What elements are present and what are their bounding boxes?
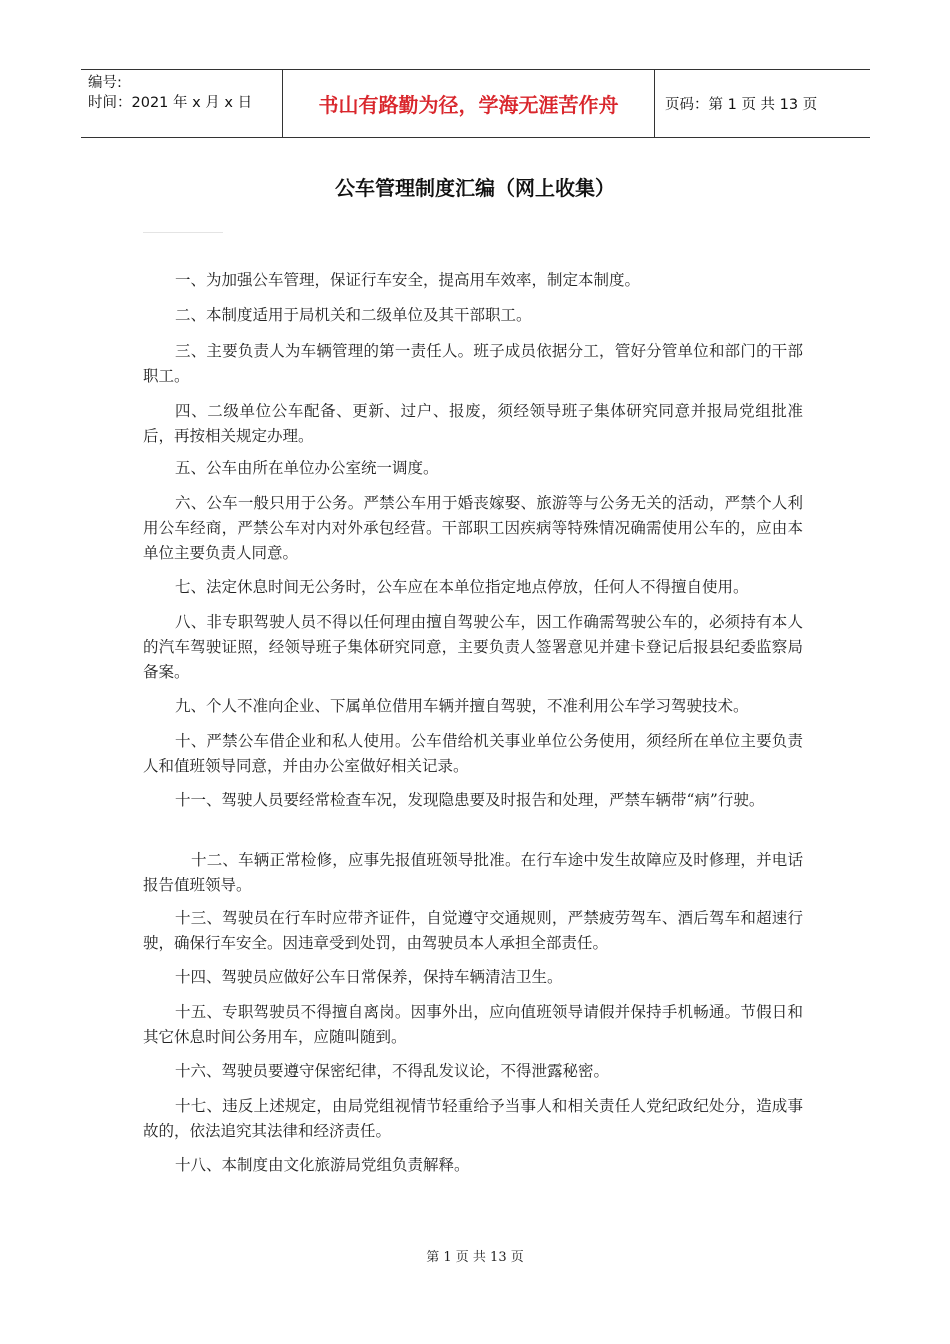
document-header (81, 69, 870, 138)
divider (143, 232, 223, 233)
paragraph-5: 五、公车由所在单位办公室统一调度。 (175, 459, 439, 477)
paragraph-2: 二、本制度适用于局机关和二级单位及其干部职工。 (175, 306, 532, 324)
paragraph-12: 十二、车辆正常检修，应事先报值班领导批准。在行车途中发生故障应及时修理，并电话报告值班领导。 (143, 851, 803, 894)
paragraph-3: 三、主要负责人为车辆管理的第一责任人。班子成员依据分工，管好分管单位和部门的干部职工。 (143, 342, 803, 385)
paragraph-1: 一、为加强公车管理，保证行车安全，提高用车效率，制定本制度。 (175, 271, 641, 289)
paragraph-8: 八、非专职驾驶人员不得以任何理由擅自驾驶公车，因工作确需驾驶公车的，必须持有本人的汽车驾驶证照，经领导班子集体研究同意，主要负责人签署意见并建卡登记后报县纪委监察局备案。 (143, 613, 803, 681)
paragraph-10: 十、严禁公车借企业和私人使用。公车借给机关事业单位公务使用，须经所在单位主要负责人和值班领导同意，并由办公室做好相关记录。 (143, 732, 803, 775)
page-footer: 第 1 页 共 13 页 (426, 1250, 524, 1265)
paragraph-14: 十四、驾驶员应做好公车日常保养，保持车辆清洁卫生。 (175, 968, 563, 986)
header-motto: 书山有路勤为径，学海无涯苦作舟 (282, 70, 655, 137)
paragraph-6: 六、公车一般只用于公务。严禁公车用于婚丧嫁娶、旅游等与公务无关的活动，严禁个人利用公车经商，严禁公车对内对外承包经营。干部职工因疾病等特殊情况确需使用公车的，应由本单位主要负责人同意。 (143, 494, 803, 562)
paragraph-7: 七、法定休息时间无公务时，公车应在本单位指定地点停放，任何人不得擅自使用。 (175, 578, 749, 596)
paragraph-15: 十五、专职驾驶员不得擅自离岗。因事外出，应向值班领导请假并保持手机畅通。节假日和其它休息时间公务用车，应随叫随到。 (143, 1003, 803, 1046)
paragraph-16: 十六、驾驶员要遵守保密纪律，不得乱发议论，不得泄露秘密。 (175, 1062, 610, 1080)
paragraph-18: 十八、本制度由文化旅游局党组负责解释。 (175, 1156, 470, 1174)
header-meta (81, 70, 282, 137)
paragraph-9: 九、个人不准向企业、下属单位借用车辆并擅自驾驶，不准利用公车学习驾驶技术。 (175, 697, 749, 715)
paragraph-13: 十三、驾驶员在行车时应带齐证件，自觉遵守交通规则，严禁疲劳驾车、酒后驾车和超速行驶，确保行车安全。因违章受到处罚，由驾驶员本人承担全部责任。 (143, 909, 803, 952)
paragraph-4: 四、二级单位公车配备、更新、过户、报废，须经领导班子集体研究同意并报局党组批准后，再按相关规定办理。 (143, 402, 803, 445)
document-title: 公车管理制度汇编（网上收集） (335, 176, 615, 200)
paragraph-17: 十七、违反上述规定，由局党组视情节轻重给予当事人和相关责任人党纪政纪处分，造成事故的，依法追究其法律和经济责任。 (143, 1097, 803, 1140)
header-page-info: 页码：第 1 页 共 13 页 (665, 97, 818, 113)
date-label: 时间：2021 年 x 月 x 日 (88, 95, 253, 111)
code-label: 编号: (88, 75, 122, 91)
paragraph-11: 十一、驾驶人员要经常检查车况，发现隐患要及时报告和处理，严禁车辆带“病”行驶。 (175, 791, 765, 809)
